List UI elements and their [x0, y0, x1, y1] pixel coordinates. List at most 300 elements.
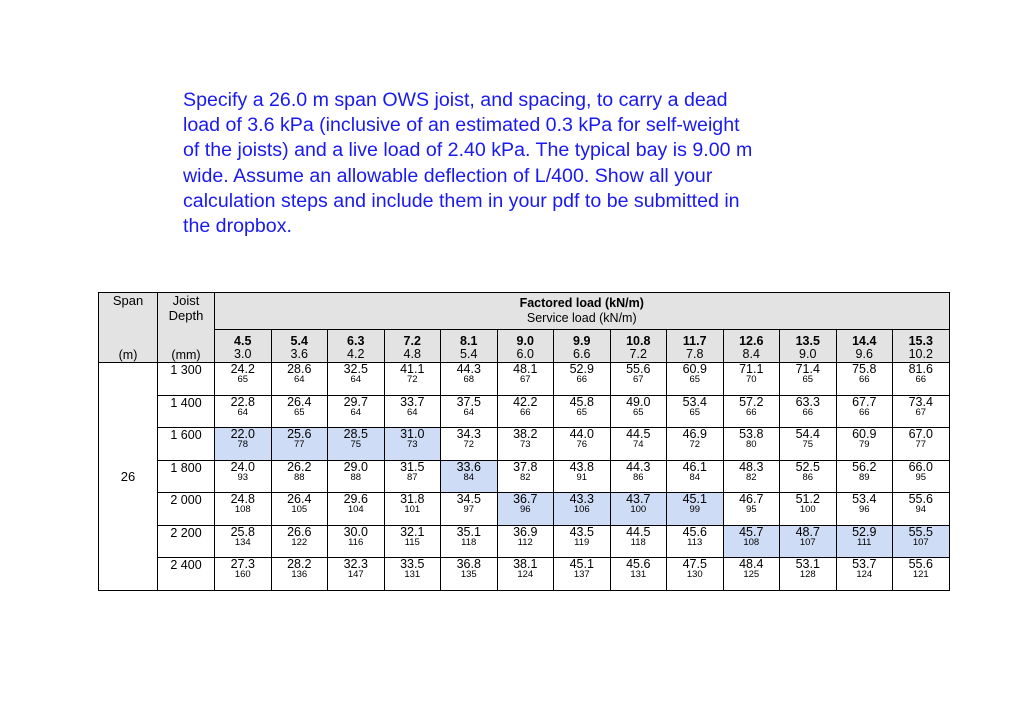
factored-load-value: 14.4 [852, 334, 877, 348]
service-capacity-value: 64 [350, 374, 362, 385]
service-capacity-value: 72 [463, 439, 475, 450]
service-capacity-value: 64 [350, 406, 362, 418]
table-cell [441, 363, 498, 396]
service-capacity-value: 66 [802, 406, 814, 418]
service-capacity-value: 67 [519, 374, 531, 385]
problem-line: Specify a 26.0 m span OWS joist, and spacing, to carry a dead [183, 89, 728, 111]
joist-mass-value: 36.9 [513, 524, 538, 539]
service-capacity-value: 77 [293, 439, 305, 450]
joist-mass-value: 48.7 [795, 524, 820, 539]
service-capacity-value: 66 [576, 374, 588, 385]
service-capacity-value: 64 [237, 406, 249, 418]
factored-load-value: 11.7 [682, 334, 707, 348]
joist-mass-value: 45.6 [626, 557, 651, 571]
service-capacity-value: 73 [406, 439, 418, 450]
service-capacity-value: 88 [350, 471, 362, 483]
problem-line: of the joists) and a live load of 2.40 kPa. The typical bay is 9.00 m [183, 139, 753, 162]
service-capacity-value: 64 [406, 406, 418, 418]
joist-mass-value: 45.1 [569, 557, 594, 571]
joist-mass-value: 60.9 [682, 362, 707, 376]
factored-load-value: 7.2 [403, 334, 421, 348]
table-cell [328, 525, 385, 558]
service-capacity-value: 137 [573, 569, 590, 580]
service-load-value: 7.2 [629, 347, 647, 361]
service-capacity-value: 113 [687, 536, 703, 548]
service-capacity-value: 84 [463, 471, 475, 483]
service-capacity-value: 100 [799, 504, 816, 515]
service-capacity-value: 118 [630, 536, 646, 548]
joist-mass-value: 32.1 [400, 524, 425, 539]
joist-mass-value: 44.3 [626, 459, 651, 474]
table-cell [723, 395, 780, 428]
table-cell-highlighted [271, 428, 328, 461]
joist-mass-value: 38.2 [513, 427, 538, 441]
table-cell [497, 428, 554, 461]
joist-mass-value: 25.6 [287, 427, 312, 441]
table-cell-highlighted [215, 428, 272, 461]
service-load-value: 9.0 [799, 347, 817, 361]
joist-mass-value: 26.4 [287, 492, 312, 506]
service-capacity-value: 65 [576, 406, 588, 418]
table-cell [384, 525, 441, 558]
load-header-cell [780, 330, 837, 363]
joist-mass-value: 33.6 [456, 459, 481, 474]
table-cell [610, 525, 667, 558]
service-load-value: 6.6 [573, 347, 591, 361]
table-cell [328, 363, 385, 396]
service-load-value: 3.0 [234, 347, 252, 361]
table-cell [554, 428, 611, 461]
table-cell [328, 395, 385, 428]
service-capacity-value: 64 [293, 374, 305, 385]
load-header-cell [836, 330, 893, 363]
span-value: 26 [99, 363, 158, 591]
table-cell [271, 395, 328, 428]
service-capacity-value: 88 [293, 471, 305, 483]
service-capacity-value: 65 [293, 406, 305, 418]
service-capacity-value: 99 [689, 504, 701, 515]
service-capacity-value: 94 [915, 504, 927, 515]
depth-header-line2: Depth [168, 308, 204, 323]
table-cell-highlighted [328, 428, 385, 461]
joist-mass-value: 55.6 [908, 557, 933, 571]
joist-mass-value: 52.9 [852, 524, 877, 539]
service-capacity-value: 82 [745, 471, 757, 483]
service-capacity-value: 122 [291, 536, 308, 548]
load-header-cell [554, 330, 611, 363]
table-cell [441, 428, 498, 461]
service-capacity-value: 134 [234, 536, 251, 548]
table-row [99, 363, 950, 396]
joist-mass-value: 28.6 [287, 362, 312, 376]
joist-mass-value: 53.4 [852, 492, 877, 506]
span-header-label: Span [112, 293, 144, 308]
joist-mass-value: 55.6 [908, 492, 933, 506]
load-header-cell [610, 330, 667, 363]
service-capacity-value: 105 [291, 504, 308, 515]
table-cell [328, 493, 385, 526]
service-capacity-value: 74 [632, 439, 644, 450]
service-capacity-value: 104 [347, 504, 364, 515]
table-cell [836, 558, 893, 591]
joist-mass-value: 26.2 [287, 459, 312, 474]
service-capacity-value: 87 [406, 471, 418, 483]
joist-mass-value: 36.8 [456, 557, 481, 571]
table-cell-highlighted [497, 493, 554, 526]
table-cell [893, 493, 950, 526]
joist-mass-value: 71.1 [739, 362, 764, 376]
table-cell [780, 493, 837, 526]
joist-mass-value: 46.1 [682, 459, 707, 474]
service-capacity-value: 65 [802, 374, 814, 385]
joist-mass-value: 34.3 [456, 427, 481, 441]
table-cell [667, 395, 724, 428]
service-capacity-value: 106 [573, 504, 590, 515]
service-capacity-value: 119 [574, 536, 590, 548]
service-capacity-value: 131 [404, 569, 421, 580]
load-header-cell [384, 330, 441, 363]
joist-mass-value: 41.1 [400, 362, 425, 376]
joist-mass-value: 54.4 [795, 427, 820, 441]
table-cell [441, 558, 498, 591]
joist-mass-value: 48.1 [513, 362, 538, 376]
service-capacity-value: 93 [237, 471, 249, 483]
joist-depth: 1 400 [158, 395, 215, 428]
joist-mass-value: 24.2 [230, 362, 255, 376]
joist-mass-value: 32.3 [343, 557, 368, 571]
service-capacity-value: 67 [915, 406, 927, 418]
service-capacity-value: 108 [743, 536, 760, 548]
factored-load-value: 10.8 [626, 334, 651, 348]
table-cell [836, 395, 893, 428]
joist-mass-value: 32.5 [343, 362, 368, 376]
joist-mass-value: 55.5 [908, 524, 933, 539]
load-title [215, 293, 950, 330]
joist-mass-value: 35.1 [456, 524, 481, 539]
joist-mass-value: 48.3 [739, 459, 764, 474]
table-cell [667, 428, 724, 461]
factored-load-value: 9.9 [573, 334, 591, 348]
joist-mass-value: 42.2 [513, 394, 538, 409]
service-capacity-value: 66 [745, 406, 757, 418]
table-cell [271, 460, 328, 493]
table-cell [610, 428, 667, 461]
service-capacity-value: 65 [237, 374, 249, 385]
service-capacity-value: 68 [463, 374, 475, 385]
load-header-cell [271, 330, 328, 363]
load-header-cell [441, 330, 498, 363]
table-cell [780, 460, 837, 493]
table-cell [384, 493, 441, 526]
joist-mass-value: 37.5 [456, 394, 481, 409]
joist-mass-value: 29.0 [343, 459, 368, 474]
service-capacity-value: 72 [689, 439, 701, 450]
span-unit: (m) [99, 330, 158, 363]
service-capacity-value: 96 [519, 504, 531, 515]
joist-mass-value: 47.5 [682, 557, 707, 571]
table-cell-highlighted [384, 428, 441, 461]
joist-mass-value: 26.4 [287, 394, 312, 409]
problem-line: wide. Assume an allowable deflection of L/400. Show all your [183, 164, 713, 187]
service-capacity-value: 124 [517, 569, 534, 580]
joist-mass-value: 45.7 [739, 524, 764, 539]
joist-mass-value: 53.1 [795, 557, 820, 571]
service-capacity-value: 72 [406, 374, 418, 385]
service-load-value: 3.6 [290, 347, 308, 361]
service-capacity-value: 128 [799, 569, 816, 580]
table-cell [215, 525, 272, 558]
table-cell [723, 428, 780, 461]
service-capacity-value: 65 [689, 374, 701, 385]
depth-header-line1: Joist [172, 293, 200, 308]
joist-mass-value: 29.6 [343, 492, 368, 506]
joist-mass-value: 33.5 [400, 557, 425, 571]
table-cell-highlighted [554, 493, 611, 526]
service-capacity-value: 76 [576, 439, 588, 450]
table-cell [497, 363, 554, 396]
joist-mass-value: 57.2 [739, 394, 764, 409]
joist-mass-value: 81.6 [908, 362, 933, 376]
span-header [99, 293, 158, 330]
problem-line: load of 3.6 kPa (inclusive of an estimated 0.3 kPa for self-weight [183, 114, 740, 137]
service-capacity-value: 107 [912, 536, 929, 548]
table-cell [836, 460, 893, 493]
service-capacity-value: 101 [404, 504, 421, 515]
joist-mass-value: 49.0 [626, 394, 651, 409]
joist-depth: 2 000 [158, 493, 215, 526]
joist-mass-value: 63.3 [795, 394, 820, 409]
table-cell-highlighted [441, 460, 498, 493]
problem-statement [183, 88, 843, 239]
service-capacity-value: 116 [348, 536, 364, 548]
service-capacity-value: 86 [802, 471, 814, 483]
service-capacity-value: 115 [404, 536, 420, 548]
factored-load-value: 8.1 [460, 334, 478, 348]
table-cell [893, 428, 950, 461]
depth-unit: (mm) [158, 330, 215, 363]
service-capacity-value: 66 [915, 374, 927, 385]
joist-mass-value: 44.5 [626, 524, 651, 539]
service-load-value: 6.0 [516, 347, 534, 361]
table-cell [554, 460, 611, 493]
joist-mass-value: 31.8 [400, 492, 425, 506]
joist-mass-value: 31.5 [400, 459, 425, 474]
joist-mass-value: 43.5 [569, 524, 594, 539]
table-cell [893, 558, 950, 591]
service-load-value: 4.8 [403, 347, 421, 361]
table-cell [328, 460, 385, 493]
service-load-value: 4.2 [347, 347, 365, 361]
joist-mass-value: 44.0 [569, 427, 594, 441]
service-load-value: 7.8 [686, 347, 704, 361]
joist-mass-value: 46.7 [739, 492, 764, 506]
table-cell [554, 558, 611, 591]
service-capacity-value: 95 [745, 504, 757, 515]
table-cell [441, 525, 498, 558]
joist-mass-value: 37.8 [513, 459, 538, 474]
table-row [99, 395, 950, 428]
table-cell [667, 558, 724, 591]
table-cell-highlighted [836, 525, 893, 558]
joist-depth: 1 300 [158, 363, 215, 396]
joist-mass-value: 48.4 [739, 557, 764, 571]
table-cell [723, 493, 780, 526]
joist-mass-value: 67.0 [908, 427, 933, 441]
table-cell [497, 395, 554, 428]
joist-mass-value: 43.3 [569, 492, 594, 506]
service-capacity-value: 125 [743, 569, 760, 580]
table-cell [667, 460, 724, 493]
service-capacity-value: 131 [630, 569, 647, 580]
table-cell [836, 428, 893, 461]
factored-load-value: 4.5 [234, 334, 252, 348]
joist-mass-value: 51.2 [795, 492, 820, 506]
service-capacity-value: 65 [632, 406, 644, 418]
service-capacity-value: 108 [234, 504, 251, 515]
service-load-value: 8.4 [742, 347, 760, 361]
table-cell [497, 558, 554, 591]
service-capacity-value: 100 [630, 504, 647, 515]
table-cell [384, 395, 441, 428]
service-capacity-value: 64 [463, 406, 475, 418]
table-row [99, 558, 950, 591]
table-cell [610, 395, 667, 428]
joist-mass-value: 27.3 [230, 557, 255, 571]
depth-header [158, 293, 215, 330]
table-cell [271, 558, 328, 591]
table-cell [893, 363, 950, 396]
table-cell [441, 493, 498, 526]
joist-mass-value: 45.1 [682, 492, 707, 506]
table-cell [723, 558, 780, 591]
table-cell [836, 363, 893, 396]
service-capacity-value: 91 [576, 471, 588, 483]
table-cell [893, 460, 950, 493]
service-capacity-value: 79 [858, 439, 870, 450]
joist-mass-value: 24.8 [230, 492, 255, 506]
joist-mass-value: 46.9 [682, 427, 707, 441]
table-cell [215, 558, 272, 591]
joist-mass-value: 44.5 [626, 427, 651, 441]
joist-mass-value: 33.7 [400, 394, 425, 409]
table-cell-highlighted [667, 493, 724, 526]
service-capacity-value: 136 [291, 569, 308, 580]
joist-mass-value: 53.7 [852, 557, 877, 571]
joist-depth: 1 800 [158, 460, 215, 493]
table-cell [836, 493, 893, 526]
factored-load-value: 12.6 [739, 334, 764, 348]
joist-mass-value: 26.6 [287, 524, 312, 539]
load-header-cell [497, 330, 554, 363]
factored-load-title: Factored load (kN/m) [519, 296, 644, 310]
problem-line: calculation steps and include them in your pdf to be submitted in [183, 189, 740, 212]
joist-mass-value: 45.8 [569, 394, 594, 409]
service-capacity-value: 70 [745, 374, 757, 385]
joist-mass-value: 44.3 [456, 362, 481, 376]
service-load-value: 5.4 [460, 347, 478, 361]
joist-mass-value: 45.6 [682, 524, 707, 539]
joist-mass-value: 22.8 [230, 394, 255, 409]
joist-mass-value: 60.9 [852, 427, 877, 441]
table-cell [215, 363, 272, 396]
service-capacity-value: 75 [350, 439, 362, 450]
factored-load-value: 9.0 [516, 334, 534, 348]
joist-mass-value: 55.6 [626, 362, 651, 376]
table-cell [893, 395, 950, 428]
service-load-value: 10.2 [908, 347, 933, 361]
table-cell [384, 460, 441, 493]
service-capacity-value: 147 [347, 569, 364, 580]
joist-mass-value: 43.8 [569, 459, 594, 474]
table-cell-highlighted [723, 525, 780, 558]
table-cell [215, 395, 272, 428]
service-capacity-value: 96 [858, 504, 870, 515]
joist-mass-value: 71.4 [795, 362, 820, 376]
table-cell [554, 525, 611, 558]
table-cell [384, 558, 441, 591]
table-cell [271, 363, 328, 396]
table-cell [610, 558, 667, 591]
table-cell [780, 558, 837, 591]
joist-mass-value: 36.7 [513, 492, 538, 506]
service-capacity-value: 66 [858, 374, 870, 385]
service-capacity-value: 66 [519, 406, 531, 418]
service-capacity-value: 130 [686, 569, 703, 580]
load-header-cell [667, 330, 724, 363]
joist-mass-value: 28.2 [287, 557, 312, 571]
table-cell [441, 395, 498, 428]
factored-load-value: 6.3 [347, 334, 365, 348]
joist-mass-value: 56.2 [852, 459, 877, 474]
joist-mass-value: 43.7 [626, 492, 651, 506]
table-cell-highlighted [610, 493, 667, 526]
table-cell [780, 428, 837, 461]
service-capacity-value: 67 [632, 374, 644, 385]
table-cell [215, 493, 272, 526]
service-capacity-value: 75 [802, 439, 814, 450]
table-cell [271, 525, 328, 558]
service-capacity-value: 112 [517, 536, 533, 548]
table-cell-highlighted [780, 525, 837, 558]
table-cell [215, 460, 272, 493]
problem-line: the dropbox. [183, 215, 292, 238]
load-header-cell [893, 330, 950, 363]
joist-mass-value: 34.5 [456, 492, 481, 506]
service-capacity-value: 124 [856, 569, 873, 580]
table-cell [667, 525, 724, 558]
table-cell [554, 395, 611, 428]
joist-depth: 2 200 [158, 525, 215, 558]
service-capacity-value: 86 [632, 471, 644, 483]
joist-mass-value: 25.8 [230, 524, 255, 539]
table-cell [610, 460, 667, 493]
joist-mass-value: 53.8 [739, 427, 764, 441]
service-capacity-value: 97 [463, 504, 475, 515]
service-load-value: 9.6 [855, 347, 873, 361]
table-cell [497, 460, 554, 493]
joist-mass-value: 75.8 [852, 362, 877, 376]
service-capacity-value: 118 [461, 536, 477, 548]
joist-mass-value: 66.0 [908, 459, 933, 474]
service-capacity-value: 78 [237, 439, 249, 450]
service-capacity-value: 65 [689, 406, 701, 418]
joist-mass-value: 53.4 [682, 394, 707, 409]
joist-mass-value: 24.0 [230, 459, 255, 474]
table-cell [780, 363, 837, 396]
table-cell [554, 363, 611, 396]
joist-mass-value: 38.1 [513, 557, 538, 571]
joist-mass-value: 67.7 [852, 394, 877, 409]
